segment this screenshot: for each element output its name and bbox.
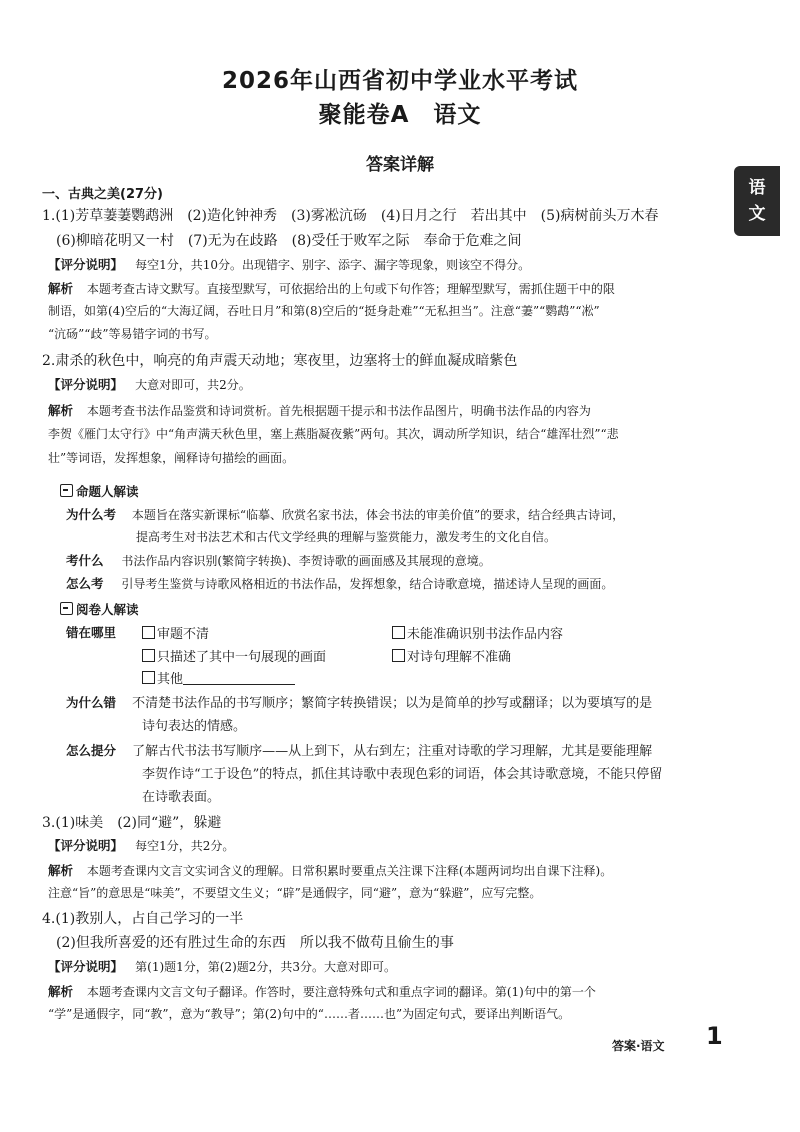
option-1[interactable]: 审题不清 xyxy=(142,623,209,642)
score-label: 【评分说明】 xyxy=(48,959,124,974)
side-tab-char-1: 语 xyxy=(748,178,766,198)
how-tested-row xyxy=(66,574,613,592)
section-1-heading: 一、古典之美(27分) xyxy=(42,187,163,202)
q1-answer-line-1: 1.(1)芳草萋萋鹦鹉洲 (2)造化钟神秀 (3)雾凇沆砀 (4)日月之行 若出其中 (5)病树前头万木春 xyxy=(42,208,659,224)
why-tested-row xyxy=(66,505,624,523)
option-4[interactable]: 对诗句理解不准确 xyxy=(392,646,511,665)
q4-answer-1: 4.(1)教别人，占自己学习的一半 xyxy=(42,911,244,927)
analysis-text: 本题考查书法作品鉴赏和诗词赏析。首先根据题干提示和书法作品图片，明确书法作品的内容为 xyxy=(86,404,591,418)
note-icon xyxy=(60,602,73,615)
grader-interpretation-heading: 阅卷人解读 xyxy=(60,600,139,618)
q2-score-note xyxy=(48,375,251,393)
q2-analysis-line-3: 壮”等词语，发挥想象，阐释诗句描绘的画面。 xyxy=(48,451,295,465)
analysis-label: 解析 xyxy=(48,403,74,418)
q1-score-note xyxy=(48,255,530,273)
page-number: 1 xyxy=(706,1022,723,1050)
q2-analysis-line-1 xyxy=(48,401,591,419)
improve-label: 怎么提分 xyxy=(66,743,117,758)
checkbox[interactable] xyxy=(392,626,405,639)
checkbox[interactable] xyxy=(142,671,155,684)
q3-analysis-line-2: 注意“旨”的意思是“味美”，不要望文生义；“辟”是通假字，同“避”，意为“躲避”，应写完整。 xyxy=(48,886,542,900)
wrong-where-label: 错在哪里 xyxy=(66,625,117,640)
analysis-label: 解析 xyxy=(48,984,74,999)
checkbox[interactable] xyxy=(392,649,405,662)
exam-subtitle: 聚能卷A 语文 xyxy=(318,102,482,128)
analysis-label: 解析 xyxy=(48,863,74,878)
why-tested-text: 本题旨在落实新课标“临摹、欣赏名家书法，体会书法的审美价值”的要求，结合经典古诗词， xyxy=(131,508,625,522)
analysis-text: 本题考查课内文言文实词含义的理解。日常积累时要重点关注课下注释(本题两词均出自课下注释)。 xyxy=(86,864,613,878)
improve-text-2: 李贺作诗“工于设色”的特点，抓住其诗歌中表现色彩的词语，体会其诗歌意境，不能只停留 xyxy=(142,767,663,782)
q4-answer-2: (2)但我所喜爱的还有胜过生命的东西 所以我不做苟且偷生的事 xyxy=(56,935,454,951)
q4-analysis-line-2: “学”是通假字，同“教”，意为“教导”；第(2)句中的“……者……也”为固定句式，要译出判断语气。 xyxy=(48,1007,571,1021)
q1-analysis-line-1 xyxy=(48,279,615,297)
score-label: 【评分说明】 xyxy=(48,257,124,272)
q3-analysis-line-1 xyxy=(48,861,612,879)
improve-text-3: 在诗歌表面。 xyxy=(142,790,221,805)
q3-score-note xyxy=(48,836,234,854)
why-wrong-row xyxy=(66,692,652,711)
q1-analysis-line-2: 制语，如第(4)空后的“大海辽阔，吞吐日月”和第(8)空后的“挺身赴难”“无私担当”。注意“萋”“鹦鹉”“凇” xyxy=(48,304,600,318)
setter-interpretation-heading: 命题人解读 xyxy=(60,482,139,500)
analysis-text: 本题考查课内文言文句子翻译。作答时，要注意特殊句式和重点字词的翻译。第(1)句中的第一个 xyxy=(86,985,596,999)
why-tested-text-2: 提高考生对书法艺术和古代文学经典的理解与鉴赏能力，激发考生的文化自信。 xyxy=(136,530,557,544)
why-wrong-text-2: 诗句表达的情感。 xyxy=(142,719,247,734)
option-3[interactable]: 只描述了其中一句展现的画面 xyxy=(142,646,326,665)
analysis-text: 本题考查古诗文默写。直接型默写，可依据给出的上句或下句作答；理解型默写，需抓住题干中的限 xyxy=(86,282,615,296)
q4-score-note xyxy=(48,957,396,975)
note-icon xyxy=(60,484,73,497)
score-label: 【评分说明】 xyxy=(48,377,124,392)
how-tested-label: 怎么考 xyxy=(66,576,104,591)
footer-label: 答案·语文 xyxy=(612,1039,665,1053)
why-wrong-label: 为什么错 xyxy=(66,695,117,710)
why-wrong-text: 不清楚书法作品的书写顺序；繁简字转换错误；以为是简单的抄写或翻译；以为要填写的是 xyxy=(132,696,653,711)
why-tested-label: 为什么考 xyxy=(66,507,117,522)
subject-side-tab xyxy=(734,166,780,236)
what-tested-text: 书法作品内容识别(繁简字转换)、李贺诗歌的画面感及其展现的意境。 xyxy=(121,554,491,568)
improve-text: 了解古代书法书写顺序——从上到下，从右到左；注重对诗歌的学习理解，尤其是要能理解 xyxy=(132,744,653,759)
q2-analysis-line-2: 李贺《雁门太守行》中“角声满天秋色里，塞上燕脂凝夜紫”两句。其次，调动所学知识，结合“雄浑壮烈”“悲 xyxy=(48,427,619,441)
improve-row xyxy=(66,740,652,759)
score-text: 每空1分，共2分。 xyxy=(135,839,235,853)
blank-line xyxy=(183,673,295,685)
checkbox[interactable] xyxy=(142,649,155,662)
what-tested-label: 考什么 xyxy=(66,553,104,568)
q3-answer: 3.(1)味美 (2)同“避”，躲避 xyxy=(42,815,222,831)
q4-analysis-line-1 xyxy=(48,982,596,1000)
checkbox[interactable] xyxy=(142,626,155,639)
what-tested-row xyxy=(66,551,491,569)
q1-answer-line-2: (6)柳暗花明又一村 (7)无为在歧路 (8)受任于败军之际 奉命于危难之间 xyxy=(56,233,522,249)
exam-title: 2026年山西省初中学业水平考试 xyxy=(221,68,578,94)
q1-analysis-line-3: “沆砀”“歧”等易错字词的书写。 xyxy=(48,327,217,341)
section-heading: 答案详解 xyxy=(366,155,434,175)
q2-answer: 2.肃杀的秋色中，响亮的角声震天动地；寒夜里，边塞将士的鲜血凝成暗紫色 xyxy=(42,353,518,369)
score-label: 【评分说明】 xyxy=(48,838,124,853)
option-5[interactable]: 其他 xyxy=(142,668,295,687)
side-tab-char-2: 文 xyxy=(748,204,766,224)
score-text: 每空1分，共10分。出现错字、别字、添字、漏字等现象，则该空不得分。 xyxy=(135,258,531,272)
how-tested-text: 引导考生鉴赏与诗歌风格相近的书法作品，发挥想象，结合诗歌意境，描述诗人呈现的画面。 xyxy=(121,577,614,591)
analysis-label: 解析 xyxy=(48,281,74,296)
score-text: 大意对即可，共2分。 xyxy=(135,378,251,392)
score-text: 第(1)题1分，第(2)题2分，共3分。大意对即可。 xyxy=(135,960,397,974)
option-2[interactable]: 未能准确识别书法作品内容 xyxy=(392,623,563,642)
